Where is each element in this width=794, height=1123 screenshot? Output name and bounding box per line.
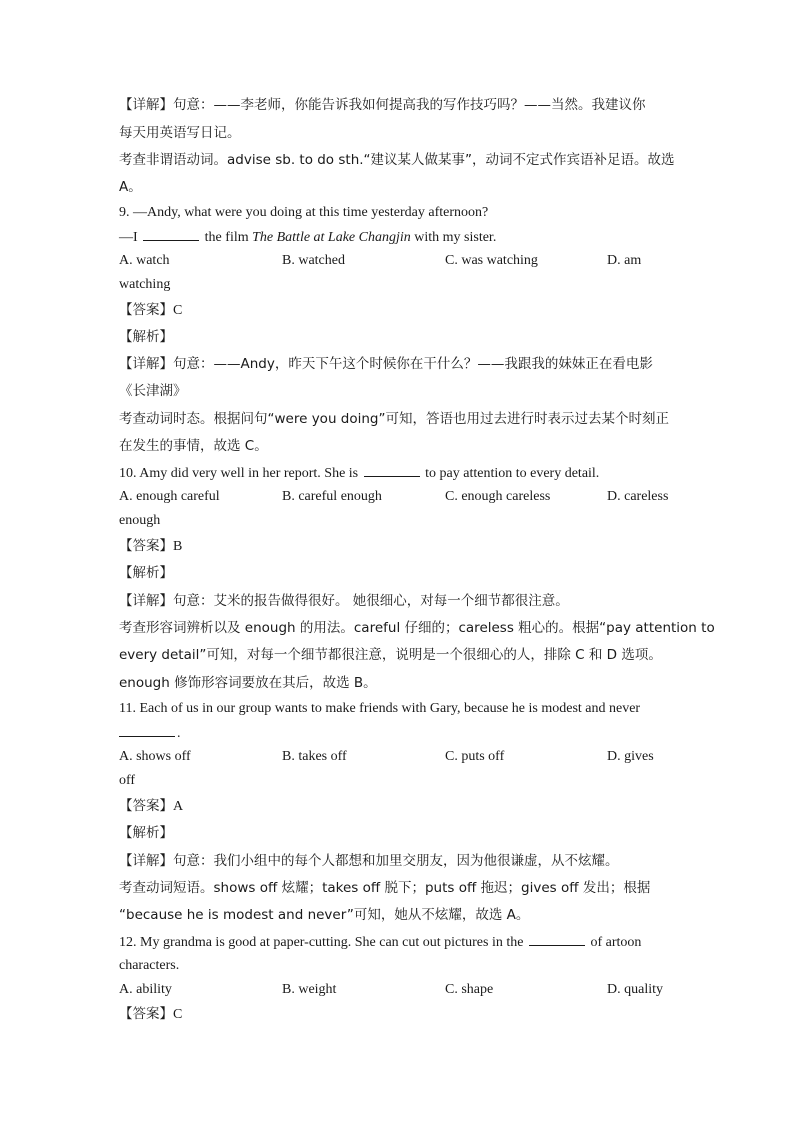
option-b: B. weight	[282, 982, 337, 997]
q9-analysis-tag: 【解析】	[119, 329, 173, 345]
answer-value: C	[173, 303, 183, 318]
q11-stem-line2: .	[119, 723, 181, 744]
q8-detail-line2: 每天用英语写日记。	[119, 125, 241, 141]
q9-stem-line1: 9. —Andy, what were you doing at this time yesterday afternoon?	[119, 205, 489, 220]
answer-blank	[529, 932, 585, 946]
answer-tag: 【答案】	[119, 538, 173, 554]
answer-tag: 【答案】	[119, 1006, 173, 1022]
film-title: The Battle at Lake Changjin	[252, 230, 411, 245]
q10-stem: 10. Amy did very well in her report. She is to pay attention to every detail.	[119, 463, 599, 484]
option-b: B. watched	[282, 253, 345, 268]
detail-tag: 【详解】	[119, 97, 173, 113]
answer-tag: 【答案】	[119, 798, 173, 814]
option-b: B. careful enough	[282, 489, 382, 504]
q11-detail-line1: 【详解】句意：我们小组中的每个人都想和加里交朋友，因为他很谦虚，从不炫耀。	[119, 853, 619, 869]
q12-answer	[119, 1004, 182, 1025]
answer-blank	[143, 227, 199, 241]
q9-answer	[119, 300, 182, 321]
q8-analysis-line1: 考查非谓语动词。advise sb. to do sth.“建议某人做某事”，动词不定式作宾语补足语。故选	[119, 152, 675, 168]
option-c: C. was watching	[445, 253, 538, 268]
q9-option-d-cont: watching	[119, 277, 171, 292]
answer-value: A	[173, 799, 184, 814]
answer-blank	[119, 723, 175, 737]
option-d: D. quality	[607, 982, 663, 997]
detail-tag: 【详解】	[119, 356, 173, 372]
q10-analysis-line2: every detail”可知，对每一个细节都很注意，说明是一个很细心的人，排除 C 和 D 选项。	[119, 647, 662, 663]
q10-analysis-line3: enough 修饰形容词要放在其后，故选 B。	[119, 675, 377, 691]
answer-value: B	[173, 539, 183, 554]
q10-analysis-line1: 考查形容词辨析以及 enough 的用法。careful 仔细的；careless 粗心的。根据“pay attention to	[119, 620, 715, 636]
q10-detail-line1: 【详解】句意：艾米的报告做得很好。 她很细心，对每一个细节都很注意。	[119, 593, 569, 609]
q11-analysis-tag: 【解析】	[119, 825, 173, 841]
q12-stem: 12. My grandma is good at paper-cutting. She can cut out pictures in the of artoon	[119, 932, 641, 953]
option-a: A. ability	[119, 982, 172, 997]
option-d: D. gives	[607, 749, 654, 764]
option-a: A. enough careful	[119, 489, 220, 504]
option-c: C. puts off	[445, 749, 505, 764]
answer-blank	[364, 463, 420, 477]
q12-stem-line2: characters.	[119, 958, 180, 973]
q9-stem-line2: —I the film The Battle at Lake Changjin with my sister.	[119, 227, 496, 248]
q11-option-d-cont: off	[119, 773, 136, 788]
q8-detail-line1: 【详解】句意：——李老师，你能告诉我如何提高我的写作技巧吗？——当然。我建议你	[119, 97, 646, 113]
q11-analysis-line2: “because he is modest and never”可知，她从不炫耀，故选 A。	[119, 907, 530, 923]
answer-value: C	[173, 1007, 183, 1022]
q9-analysis-line1: 考查动词时态。根据问句“were you doing”可知，答语也用过去进行时表示过去某个时刻正	[119, 411, 669, 427]
answer-tag: 【答案】	[119, 302, 173, 318]
detail-tag: 【详解】	[119, 853, 173, 869]
q11-answer	[119, 796, 183, 817]
q9-detail-line2: 《长津湖》	[119, 383, 187, 399]
option-d: D. am	[607, 253, 642, 268]
option-a: A. shows off	[119, 749, 191, 764]
q9-detail-line1: 【详解】句意：——Andy，昨天下午这个时候你在干什么？——我跟我的妹妹正在看电影	[119, 356, 653, 372]
q11-analysis-line1: 考查动词短语。shows off 炫耀；takes off 脱下；puts off 拖迟；gives off 发出；根据	[119, 880, 651, 896]
q10-answer	[119, 536, 182, 557]
option-c: C. shape	[445, 982, 494, 997]
q10-option-d-cont: enough	[119, 513, 161, 528]
option-d: D. careless	[607, 489, 669, 504]
detail-tag: 【详解】	[119, 593, 173, 609]
q11-stem-line1: 11. Each of us in our group wants to make friends with Gary, because he is modest and never	[119, 701, 641, 716]
q9-analysis-line2: 在发生的事情，故选 C。	[119, 438, 268, 454]
q8-analysis-line2: A。	[119, 179, 142, 195]
option-b: B. takes off	[282, 749, 347, 764]
option-a: A. watch	[119, 253, 170, 268]
q10-analysis-tag: 【解析】	[119, 565, 173, 581]
option-c: C. enough careless	[445, 489, 551, 504]
